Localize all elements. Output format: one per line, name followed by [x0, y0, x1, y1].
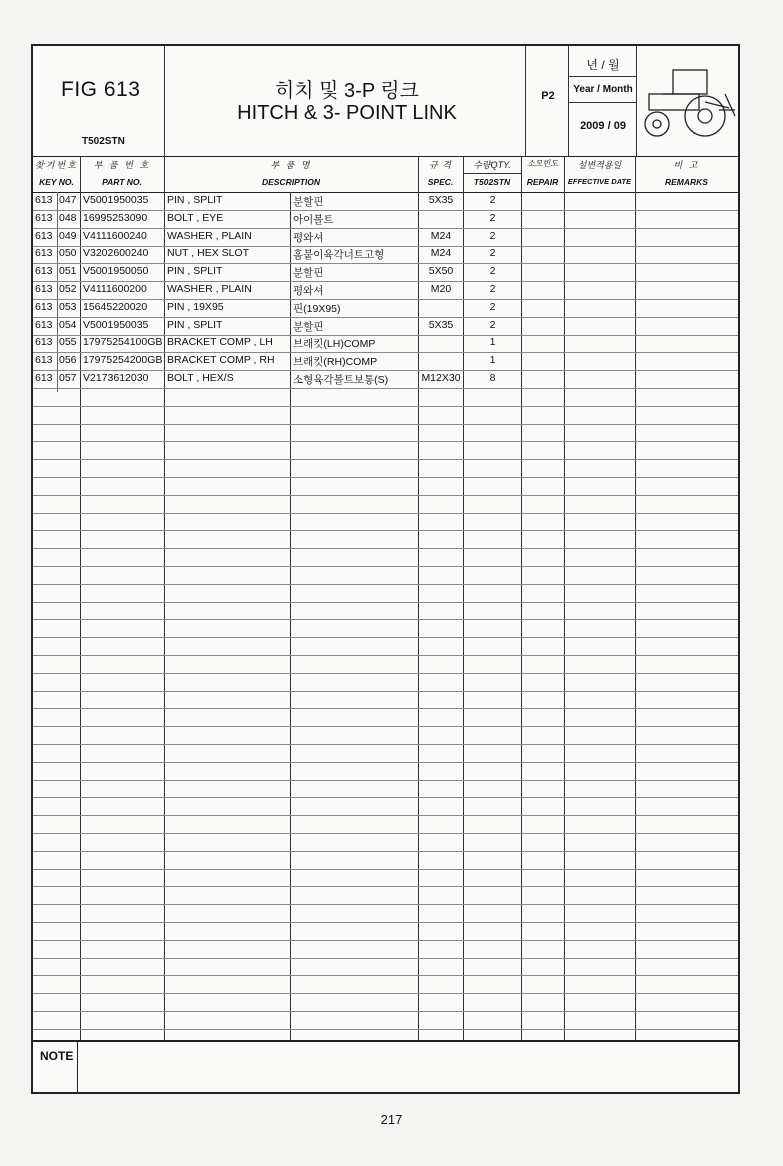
fig-number: 613	[35, 354, 53, 367]
fig-number: 613	[35, 247, 53, 260]
page-number: 217	[380, 1112, 403, 1127]
key-number: 048	[59, 211, 77, 224]
description-en: BOLT , HEX/S	[167, 372, 234, 384]
year-month-label-ko: 년 / 월	[586, 58, 620, 72]
rule-line	[33, 619, 738, 620]
fig-number: 613	[35, 318, 53, 331]
note-label: NOTE	[40, 1049, 74, 1063]
description-ko: 평와셔	[293, 231, 324, 244]
spec: M24	[430, 229, 452, 242]
rule-line	[33, 993, 738, 994]
description-en: WASHER , PLAIN	[167, 229, 252, 242]
part-number: 17975254100GB	[83, 336, 163, 349]
part-number: V5001950035	[83, 318, 149, 331]
description-ko: 홈붙이육각너트고형	[293, 249, 385, 262]
description-ko: 브래킷(LH)COMP	[293, 338, 376, 351]
rule-line	[33, 691, 738, 692]
rule-line	[33, 922, 738, 923]
key-number: 050	[59, 247, 77, 260]
rule-line	[33, 477, 738, 478]
quantity: 1	[489, 336, 496, 349]
rule-line	[33, 780, 738, 781]
divider	[164, 46, 165, 156]
part-number: V4111600240	[83, 229, 147, 242]
quantity: 2	[489, 247, 496, 260]
fig-number: 613	[35, 372, 53, 384]
divider	[33, 156, 738, 157]
rule-line	[33, 655, 738, 656]
fig-number: 613	[35, 229, 53, 242]
year-month-value: 2009 / 09	[580, 120, 626, 132]
description-ko: 브래킷(RH)COMP	[293, 356, 378, 369]
part-number: V5001950035	[83, 194, 149, 206]
table-row	[33, 352, 738, 370]
description-ko: 분할핀	[293, 267, 324, 280]
fig-number: 613	[35, 211, 53, 224]
spec: M12X30	[421, 372, 461, 384]
rule-line	[33, 1011, 738, 1012]
key-number: 051	[59, 265, 77, 278]
col-key-ko: 찾기번호	[35, 160, 78, 170]
figure-number: FIG 613	[61, 78, 141, 101]
description-ko: 분할핀	[293, 196, 324, 208]
part-number: V4111600200	[83, 283, 147, 295]
description-ko: 아이볼트	[293, 213, 334, 226]
description-en: PIN , 19X95	[167, 300, 224, 313]
fig-number: 613	[35, 265, 53, 278]
fig-number: 613	[35, 194, 53, 206]
quantity: 8	[489, 372, 496, 384]
fig-number: 613	[35, 336, 53, 349]
key-number: 049	[59, 229, 77, 242]
spec: M20	[430, 283, 452, 295]
col-key-en: KEY NO.	[39, 177, 74, 187]
table-row	[33, 281, 738, 299]
title-korean: 히치 및 3-P 링크	[274, 80, 420, 102]
rule-line	[33, 441, 738, 442]
divider	[464, 173, 521, 174]
rule-line	[33, 406, 738, 407]
key-number: 054	[59, 318, 77, 331]
key-number: 052	[59, 283, 77, 295]
col-desc-ko: 부 품 명	[270, 160, 312, 170]
tractor-icon	[639, 64, 737, 142]
rule-line	[33, 940, 738, 941]
rule-line	[33, 904, 738, 905]
rule-line	[33, 958, 738, 959]
quantity: 2	[489, 283, 496, 295]
rule-line	[33, 584, 738, 585]
parts-list-sheet	[31, 44, 740, 1094]
title-english: HITCH & 3- POINT LINK	[237, 102, 457, 124]
model-code: T502STN	[82, 136, 125, 147]
col-repair-ko: 소모빈도	[527, 159, 558, 168]
rule-line	[33, 548, 738, 549]
spec: 5X50	[428, 265, 454, 278]
divider	[525, 46, 526, 156]
spec: 5X35	[428, 194, 454, 206]
table-row	[33, 228, 738, 246]
rule-line	[33, 602, 738, 603]
col-spec-ko: 규 격	[429, 160, 452, 170]
part-number: 17975254200GB	[83, 354, 163, 367]
quantity: 2	[489, 265, 496, 278]
description-en: NUT , HEX SLOT	[167, 247, 250, 260]
description-ko: 핀(19X95)	[293, 302, 341, 315]
divider	[77, 1040, 78, 1092]
table-row	[33, 334, 738, 352]
key-number: 055	[59, 336, 77, 349]
col-part-ko: 부 품 번 호	[93, 160, 151, 170]
description-ko: 소형육각볼트보통(S)	[293, 374, 389, 386]
divider	[568, 46, 569, 156]
description-ko: 분할핀	[293, 320, 324, 333]
rule-line	[33, 886, 738, 887]
col-remarks-ko: 비 고	[673, 160, 700, 170]
divider	[33, 1040, 738, 1042]
part-number: V2173612030	[83, 372, 149, 384]
col-spec-en: SPEC.	[427, 177, 454, 187]
table-row	[33, 263, 738, 281]
divider	[636, 46, 637, 156]
col-effective-en: EFFECTIVE DATE	[567, 177, 632, 186]
spec: 5X35	[428, 318, 454, 331]
description-en: BRACKET COMP , RH	[167, 354, 275, 367]
divider	[568, 102, 636, 103]
rule-line	[33, 975, 738, 976]
spec: M24	[430, 247, 452, 260]
fig-number: 613	[35, 300, 53, 313]
rule-line	[33, 726, 738, 727]
rule-line	[33, 869, 738, 870]
rule-line	[33, 851, 738, 852]
table-row	[33, 370, 738, 388]
fig-number: 613	[35, 283, 53, 295]
key-number: 053	[59, 300, 77, 313]
col-repair-en: REPAIR	[526, 177, 559, 187]
table-row	[33, 192, 738, 210]
divider	[568, 76, 636, 77]
rule-line	[33, 459, 738, 460]
rule-line	[33, 388, 738, 389]
quantity: 1	[489, 354, 496, 367]
rule-line	[33, 637, 738, 638]
rule-line	[33, 513, 738, 514]
table-row	[33, 210, 738, 228]
col-part-en: PART NO.	[102, 177, 142, 187]
table-row	[33, 317, 738, 335]
description-en: BOLT , EYE	[167, 211, 224, 224]
quantity: 2	[489, 318, 496, 331]
rule-line	[33, 495, 738, 496]
description-en: PIN , SPLIT	[167, 265, 223, 278]
rule-line	[33, 815, 738, 816]
rule-line	[33, 673, 738, 674]
rule-line	[33, 530, 738, 531]
page-code: P2	[541, 90, 555, 102]
col-qty-en: T502STN	[473, 177, 511, 187]
rule-line	[33, 708, 738, 709]
quantity: 2	[489, 229, 496, 242]
rule-line	[33, 566, 738, 567]
description-en: BRACKET COMP , LH	[167, 336, 273, 349]
quantity: 2	[489, 211, 496, 224]
quantity: 2	[489, 300, 496, 313]
rule-line	[33, 833, 738, 834]
col-desc-en: DESCRIPTION	[261, 177, 321, 187]
rule-line	[33, 424, 738, 425]
key-number: 056	[59, 354, 77, 367]
rule-line	[33, 744, 738, 745]
part-number: 15645220020	[83, 300, 148, 313]
table-row	[33, 299, 738, 317]
col-effective-ko: 설변적용일	[577, 160, 622, 170]
part-number: V5001950050	[83, 265, 149, 278]
part-number: V3202600240	[83, 247, 149, 260]
rule-line	[33, 797, 738, 798]
key-number: 047	[59, 194, 77, 206]
description-en: PIN , SPLIT	[167, 194, 223, 206]
rule-line	[33, 1029, 738, 1030]
part-number: 16995253090	[83, 211, 148, 224]
table-row	[33, 245, 738, 263]
year-month-label-en: Year / Month	[573, 84, 633, 95]
col-remarks-en: REMARKS	[665, 177, 708, 187]
description-en: PIN , SPLIT	[167, 318, 223, 331]
key-number: 057	[59, 372, 77, 384]
description-ko: 평와셔	[293, 285, 324, 297]
col-qty-ko: 수량QTY.	[473, 160, 511, 170]
description-en: WASHER , PLAIN	[167, 283, 252, 295]
quantity: 2	[489, 194, 496, 206]
rule-line	[33, 762, 738, 763]
